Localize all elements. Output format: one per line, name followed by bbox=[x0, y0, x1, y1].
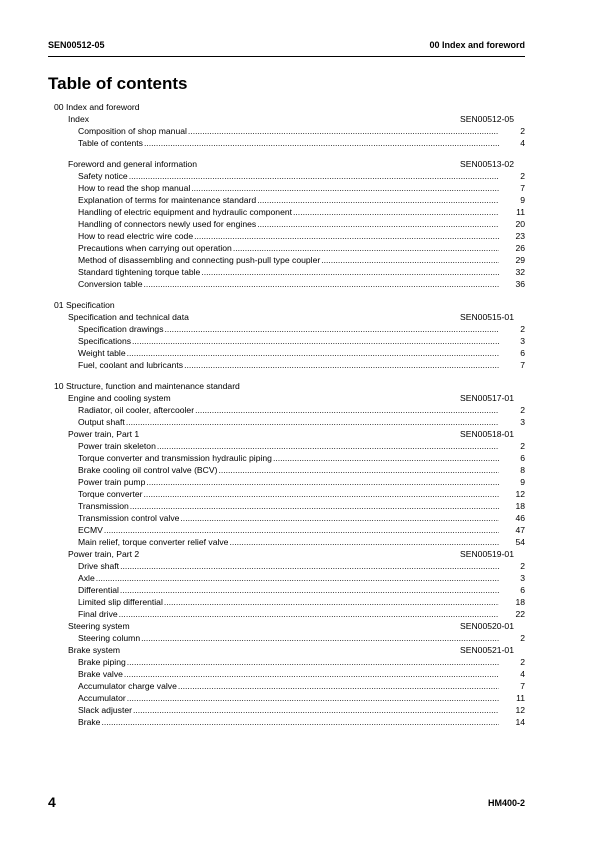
toc-dot-leader bbox=[229, 536, 499, 548]
toc-entry[interactable] bbox=[48, 584, 525, 596]
toc-entry-label: Accumulator charge valve bbox=[78, 681, 177, 691]
toc-entry[interactable] bbox=[48, 242, 525, 254]
toc-entry-label: Steering column bbox=[78, 633, 141, 643]
toc-dot-leader bbox=[101, 716, 499, 728]
toc-entry-label: Transmission control valve bbox=[78, 513, 180, 523]
toc-entry-label: Drive shaft bbox=[78, 561, 120, 571]
toc-entry-page: 9 bbox=[520, 195, 525, 205]
toc-dot-leader bbox=[257, 194, 499, 206]
toc-dot-leader bbox=[124, 668, 499, 680]
toc-entry[interactable] bbox=[48, 323, 525, 335]
toc-entry-page: 14 bbox=[515, 717, 525, 727]
toc-section-code: SEN00518-01 bbox=[460, 429, 514, 439]
toc-entry-page: 18 bbox=[515, 597, 525, 607]
toc-entry-page: 11 bbox=[516, 207, 525, 217]
toc-dot-leader bbox=[144, 488, 500, 500]
toc-entry-label: How to read electric wire code bbox=[78, 231, 194, 241]
toc-entry-page: 47 bbox=[515, 525, 525, 535]
toc-dot-leader bbox=[96, 572, 499, 584]
toc-entry-page: 7 bbox=[520, 183, 525, 193]
toc-dot-leader bbox=[184, 359, 499, 371]
toc-entry-label: Torque converter and transmission hydraulic piping bbox=[78, 453, 272, 463]
toc-section[interactable] bbox=[48, 311, 525, 323]
toc-dot-leader bbox=[141, 632, 499, 644]
toc-entry-label: Composition of shop manual bbox=[78, 126, 187, 136]
toc-entry-page: 3 bbox=[520, 573, 525, 583]
toc-dot-leader bbox=[104, 524, 499, 536]
toc-entry-page: 3 bbox=[520, 417, 525, 427]
toc-entry[interactable] bbox=[48, 125, 525, 137]
toc-section-code: SEN00513-02 bbox=[460, 159, 514, 169]
toc-section-title: Engine and cooling system bbox=[68, 393, 171, 403]
toc-entry[interactable] bbox=[48, 359, 525, 371]
toc-entry[interactable] bbox=[48, 560, 525, 572]
toc-section[interactable] bbox=[48, 428, 525, 440]
toc-entry[interactable] bbox=[48, 476, 525, 488]
toc-chapter: 10 Structure, function and maintenance standard bbox=[54, 381, 240, 391]
toc-entry-label: Limited slip differential bbox=[78, 597, 163, 607]
toc-dot-leader bbox=[164, 596, 499, 608]
toc-section-code: SEN00520-01 bbox=[460, 621, 514, 631]
toc-entry-label: Output shaft bbox=[78, 417, 125, 427]
toc-dot-leader bbox=[119, 608, 499, 620]
toc-gap bbox=[48, 371, 525, 380]
toc-section-code: SEN00517-01 bbox=[460, 393, 514, 403]
toc-dot-leader bbox=[257, 218, 499, 230]
toc-section-title: Steering system bbox=[68, 621, 130, 631]
toc-dot-leader bbox=[321, 254, 499, 266]
toc-entry-label: Final drive bbox=[78, 609, 118, 619]
page-title: Table of contents bbox=[48, 74, 188, 93]
toc-dot-leader bbox=[178, 680, 499, 692]
toc-entry-page: 4 bbox=[520, 669, 525, 679]
toc-dot-leader bbox=[127, 656, 499, 668]
toc-entry-page: 29 bbox=[515, 255, 525, 265]
toc-entry-page: 11 bbox=[516, 693, 525, 703]
toc-entry-label: Conversion table bbox=[78, 279, 143, 289]
toc-entry-page: 2 bbox=[520, 657, 525, 667]
toc-dot-leader bbox=[130, 500, 499, 512]
toc-entry-page: 2 bbox=[520, 324, 525, 334]
toc-entry-page: 9 bbox=[520, 477, 525, 487]
toc-dot-leader bbox=[144, 137, 499, 149]
toc-entry-page: 6 bbox=[520, 348, 525, 358]
toc-entry-page: 2 bbox=[520, 441, 525, 451]
toc-dot-leader bbox=[188, 125, 499, 137]
toc-entry[interactable] bbox=[48, 452, 525, 464]
toc-entry[interactable] bbox=[48, 524, 525, 536]
toc-dot-leader bbox=[144, 278, 500, 290]
toc-chapter: 01 Specification bbox=[54, 300, 115, 310]
toc-entry[interactable] bbox=[48, 404, 525, 416]
toc-entry-page: 7 bbox=[520, 681, 525, 691]
toc-section-code: SEN00519-01 bbox=[460, 549, 514, 559]
toc-section-title: Power train, Part 1 bbox=[68, 429, 140, 439]
toc-section[interactable] bbox=[48, 620, 525, 632]
toc-entry-page: 36 bbox=[515, 279, 525, 289]
toc-dot-leader bbox=[157, 440, 499, 452]
toc-dot-leader bbox=[146, 476, 499, 488]
toc-dot-leader bbox=[180, 512, 499, 524]
toc-dot-leader bbox=[293, 206, 499, 218]
toc-section[interactable] bbox=[48, 113, 525, 125]
toc-entry-page: 54 bbox=[515, 537, 525, 547]
toc-entry-page: 18 bbox=[515, 501, 525, 511]
toc-entry[interactable] bbox=[48, 194, 525, 206]
toc-entry-label: Explanation of terms for maintenance standard bbox=[78, 195, 257, 205]
header-section-title: 00 Index and foreword bbox=[429, 40, 525, 50]
toc-entry[interactable] bbox=[48, 464, 525, 476]
toc-section[interactable] bbox=[48, 548, 525, 560]
toc-entry[interactable] bbox=[48, 596, 525, 608]
toc-entry[interactable] bbox=[48, 335, 525, 347]
toc-entry-label: Standard tightening torque table bbox=[78, 267, 201, 277]
toc-dot-leader bbox=[120, 584, 499, 596]
toc-section[interactable] bbox=[48, 644, 525, 656]
toc-entry-label: Transmission bbox=[78, 501, 129, 511]
toc-dot-leader bbox=[191, 182, 499, 194]
toc-entry-label: How to read the shop manual bbox=[78, 183, 191, 193]
toc-entry[interactable] bbox=[48, 137, 525, 149]
toc-entry[interactable] bbox=[48, 692, 525, 704]
toc-entry-page: 4 bbox=[520, 138, 525, 148]
footer-page-number: 4 bbox=[48, 794, 56, 810]
toc-dot-leader bbox=[194, 230, 499, 242]
toc-entry-page: 2 bbox=[520, 126, 525, 136]
table-of-contents bbox=[48, 101, 525, 728]
toc-entry[interactable] bbox=[48, 218, 525, 230]
toc-dot-leader bbox=[133, 704, 499, 716]
toc-entry-page: 2 bbox=[520, 171, 525, 181]
toc-entry-label: Brake cooling oil control valve (BCV) bbox=[78, 465, 218, 475]
toc-entry-page: 2 bbox=[520, 405, 525, 415]
toc-entry-label: Handling of connectors newly used for engines bbox=[78, 219, 257, 229]
toc-section-title: Power train, Part 2 bbox=[68, 549, 140, 559]
toc-entry[interactable] bbox=[48, 656, 525, 668]
toc-dot-leader bbox=[165, 323, 499, 335]
header-rule bbox=[48, 56, 525, 57]
toc-entry-page: 12 bbox=[515, 705, 525, 715]
toc-dot-leader bbox=[127, 347, 499, 359]
toc-entry[interactable] bbox=[48, 347, 525, 359]
toc-section-code: SEN00515-01 bbox=[460, 312, 514, 322]
toc-entry[interactable] bbox=[48, 254, 525, 266]
toc-entry[interactable] bbox=[48, 182, 525, 194]
toc-entry-page: 2 bbox=[520, 633, 525, 643]
toc-section[interactable] bbox=[48, 392, 525, 404]
toc-entry[interactable] bbox=[48, 170, 525, 182]
toc-dot-leader bbox=[132, 335, 499, 347]
toc-dot-leader bbox=[120, 560, 499, 572]
toc-entry-label: Power train pump bbox=[78, 477, 146, 487]
toc-entry-label: ECMV bbox=[78, 525, 103, 535]
toc-entry-label: Slack adjuster bbox=[78, 705, 132, 715]
toc-entry[interactable] bbox=[48, 230, 525, 242]
toc-entry-label: Main relief, torque converter relief valve bbox=[78, 537, 229, 547]
toc-section-title: Brake system bbox=[68, 645, 121, 655]
toc-entry-page: 8 bbox=[520, 465, 525, 475]
toc-entry-label: Brake valve bbox=[78, 669, 123, 679]
toc-entry-label: Precautions when carrying out operation bbox=[78, 243, 232, 253]
toc-entry[interactable] bbox=[48, 500, 525, 512]
toc-entry[interactable] bbox=[48, 608, 525, 620]
toc-entry-page: 46 bbox=[515, 513, 525, 523]
toc-entry-label: Brake bbox=[78, 717, 101, 727]
toc-entry[interactable] bbox=[48, 416, 525, 428]
toc-entry-label: Differential bbox=[78, 585, 119, 595]
toc-gap bbox=[48, 149, 525, 158]
toc-entry-page: 22 bbox=[515, 609, 525, 619]
header-doc-code: SEN00512-05 bbox=[48, 40, 105, 50]
toc-entry-label: Fuel, coolant and lubricants bbox=[78, 360, 184, 370]
toc-gap bbox=[48, 290, 525, 299]
toc-entry-label: Method of disassembling and connecting push-pull type coupler bbox=[78, 255, 321, 265]
toc-dot-leader bbox=[273, 452, 499, 464]
toc-entry[interactable] bbox=[48, 704, 525, 716]
toc-entry[interactable] bbox=[48, 716, 525, 728]
toc-entry-page: 26 bbox=[515, 243, 525, 253]
toc-dot-leader bbox=[129, 170, 499, 182]
toc-entry-label: Power train skeleton bbox=[78, 441, 156, 451]
toc-entry-page: 3 bbox=[520, 336, 525, 346]
toc-entry-page: 12 bbox=[515, 489, 525, 499]
toc-entry-label: Radiator, oil cooler, aftercooler bbox=[78, 405, 195, 415]
toc-entry-page: 6 bbox=[520, 585, 525, 595]
toc-entry[interactable] bbox=[48, 668, 525, 680]
toc-entry-label: Table of contents bbox=[78, 138, 143, 148]
toc-entry-label: Specifications bbox=[78, 336, 132, 346]
toc-entry-label: Axle bbox=[78, 573, 95, 583]
toc-entry[interactable] bbox=[48, 278, 525, 290]
toc-entry[interactable] bbox=[48, 488, 525, 500]
toc-chapter: 00 Index and foreword bbox=[54, 102, 140, 112]
toc-dot-leader bbox=[218, 464, 499, 476]
toc-dot-leader bbox=[201, 266, 499, 278]
toc-entry-label: Specification drawings bbox=[78, 324, 164, 334]
toc-entry-page: 20 bbox=[515, 219, 525, 229]
toc-section-title: Foreword and general information bbox=[68, 159, 197, 169]
toc-entry-page: 6 bbox=[520, 453, 525, 463]
toc-entry-label: Accumulator bbox=[78, 693, 126, 703]
toc-section[interactable] bbox=[48, 158, 525, 170]
toc-entry-label: Handling of electric equipment and hydraulic component bbox=[78, 207, 293, 217]
toc-entry-page: 7 bbox=[520, 360, 525, 370]
toc-section-code: SEN00521-01 bbox=[460, 645, 514, 655]
toc-section-title: Specification and technical data bbox=[68, 312, 189, 322]
toc-dot-leader bbox=[126, 416, 499, 428]
toc-entry-label: Safety notice bbox=[78, 171, 128, 181]
toc-entry[interactable] bbox=[48, 440, 525, 452]
toc-entry[interactable] bbox=[48, 536, 525, 548]
footer-model: HM400-2 bbox=[487, 798, 525, 808]
toc-dot-leader bbox=[127, 692, 499, 704]
toc-entry-page: 2 bbox=[520, 561, 525, 571]
toc-entry-label: Brake piping bbox=[78, 657, 126, 667]
toc-section-code: SEN00512-05 bbox=[460, 114, 514, 124]
toc-entry-page: 32 bbox=[515, 267, 525, 277]
toc-entry[interactable] bbox=[48, 266, 525, 278]
toc-section-title: Index bbox=[68, 114, 90, 124]
toc-entry[interactable] bbox=[48, 512, 525, 524]
toc-entry-page: 23 bbox=[515, 231, 525, 241]
toc-entry[interactable] bbox=[48, 632, 525, 644]
toc-entry[interactable] bbox=[48, 680, 525, 692]
toc-dot-leader bbox=[233, 242, 499, 254]
toc-entry[interactable] bbox=[48, 206, 525, 218]
toc-entry-label: Weight table bbox=[78, 348, 126, 358]
toc-entry-label: Torque converter bbox=[78, 489, 143, 499]
toc-dot-leader bbox=[195, 404, 499, 416]
toc-entry[interactable] bbox=[48, 572, 525, 584]
